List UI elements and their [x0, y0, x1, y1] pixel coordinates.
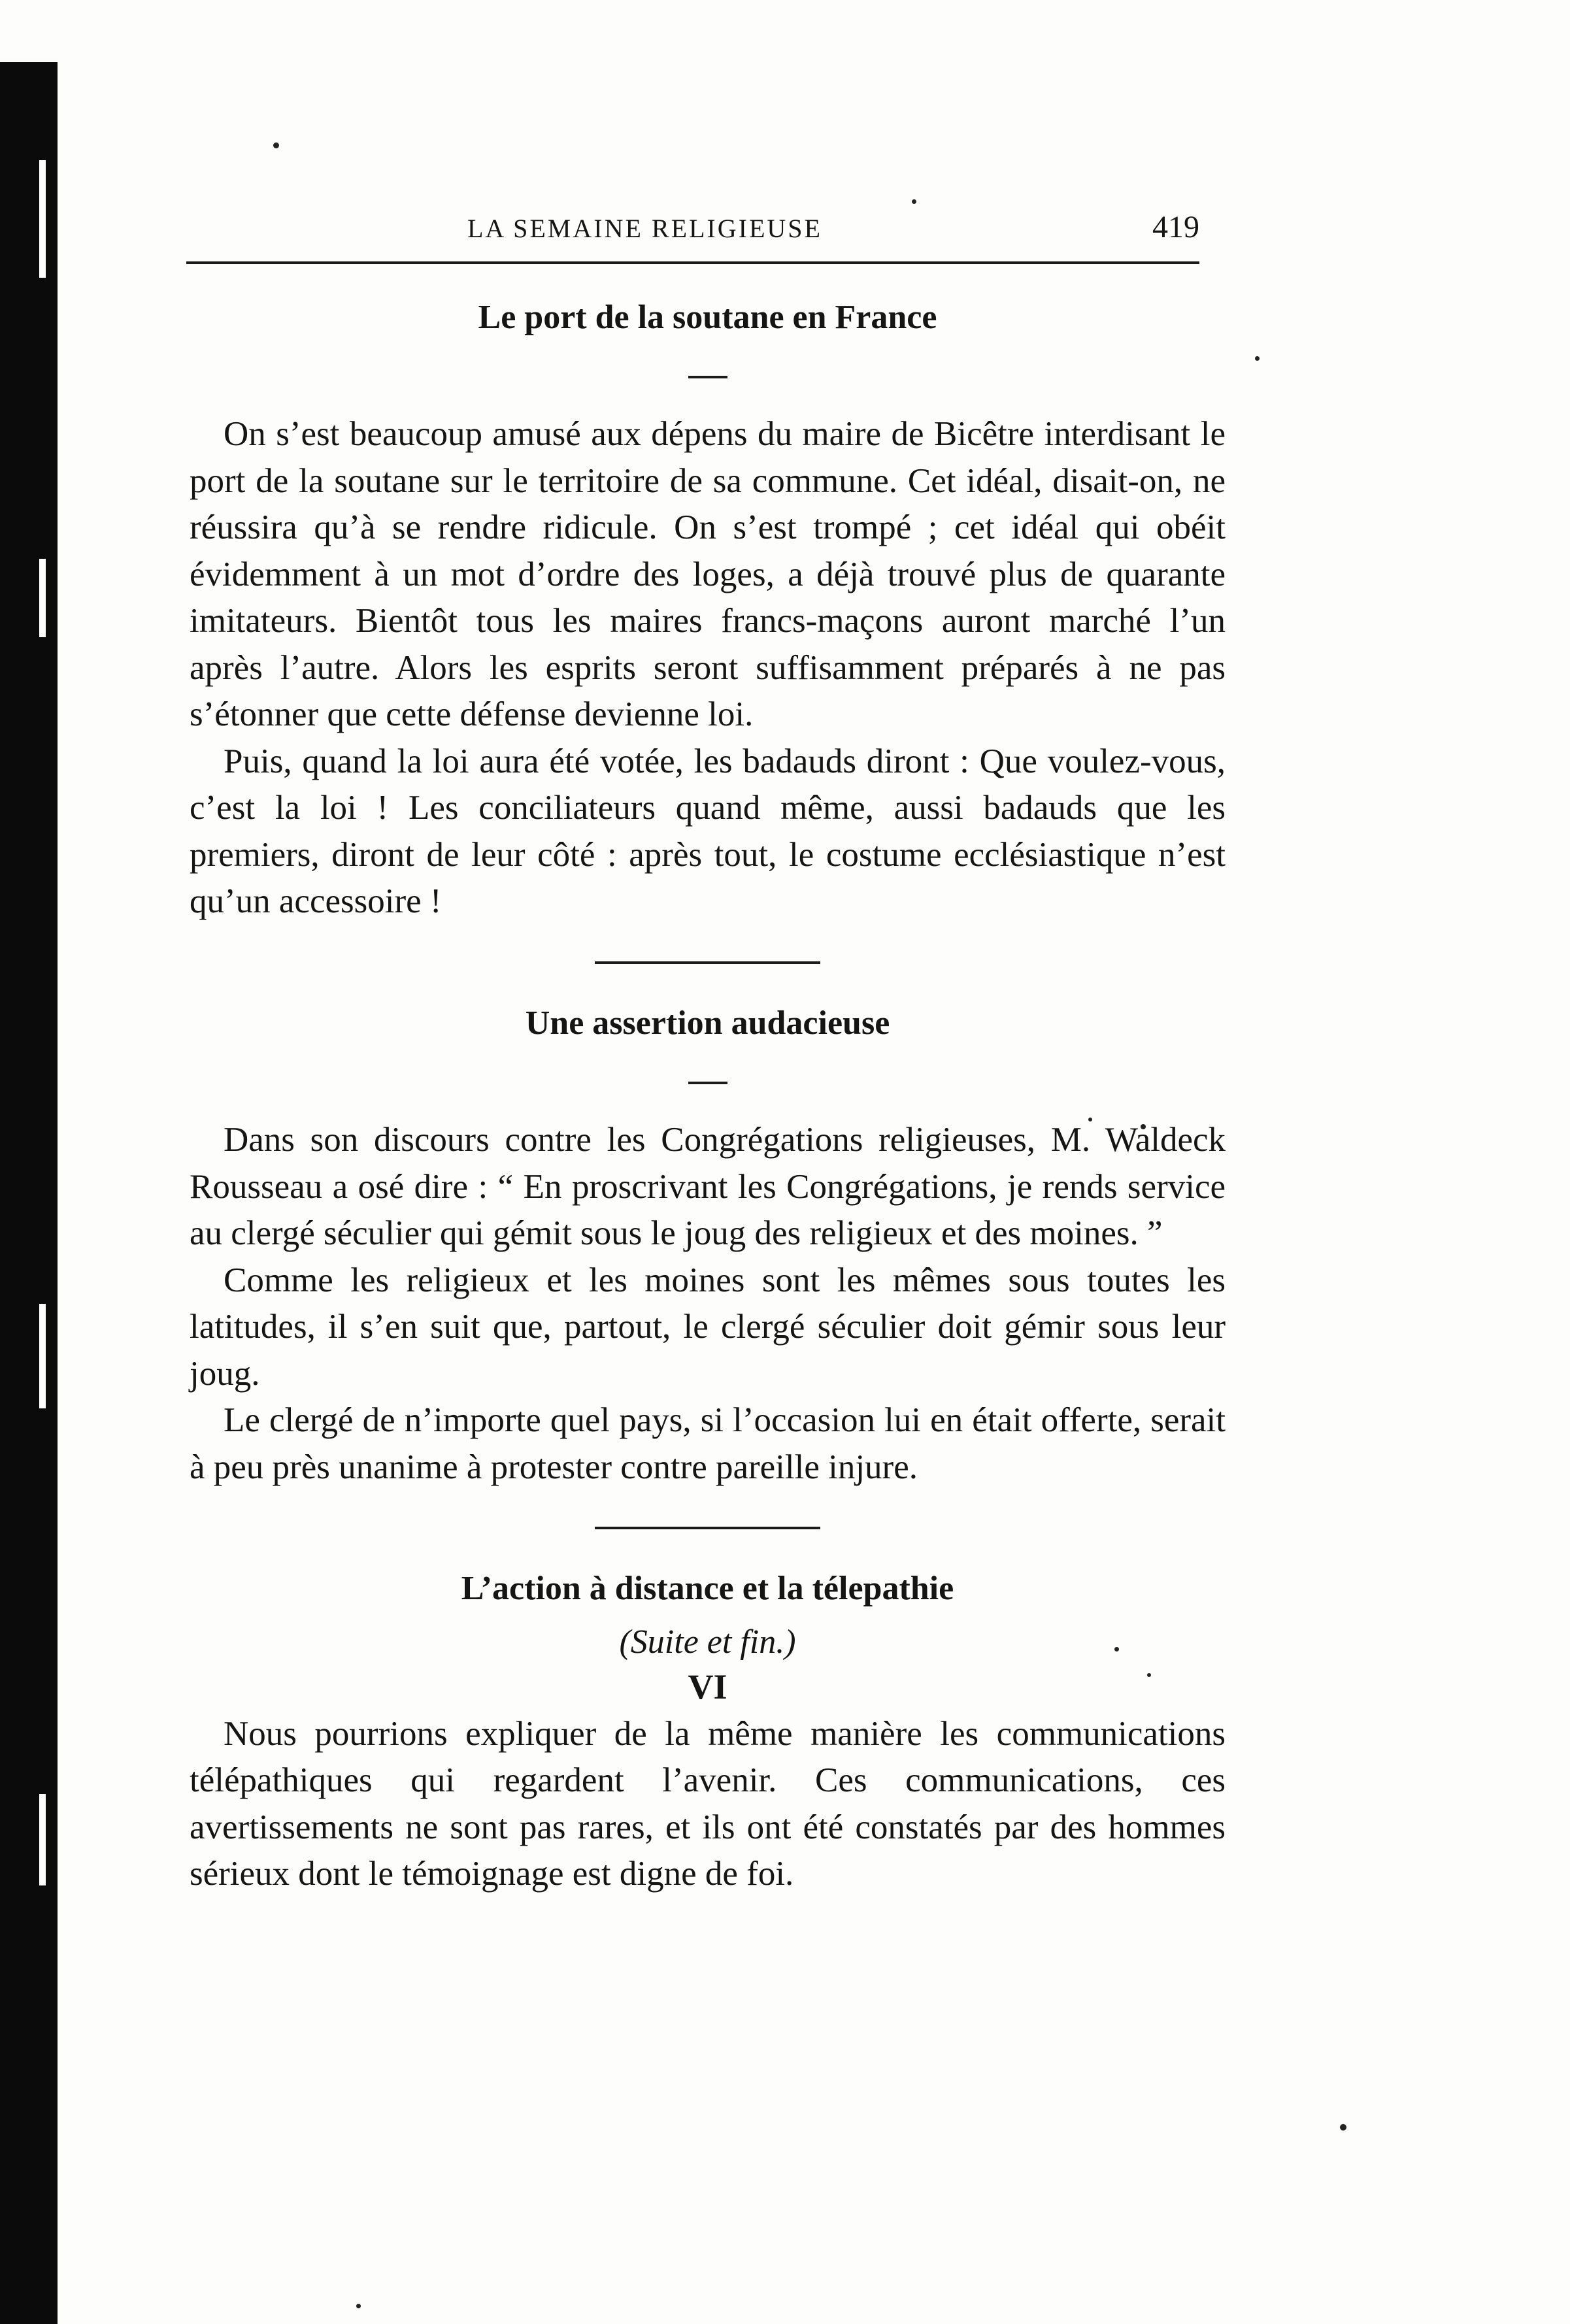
title-dash — [688, 1082, 727, 1084]
page-header — [186, 209, 1199, 248]
paragraph: Dans son discours contre les Congrégations religieuses, M. Waldeck Rousseau a osé dire : “ En proscrivant les Congrégations, je rends service au clergé séculier qui gémit sous le joug des religieux et des moines. ” — [190, 1121, 1226, 1253]
paragraph: Le clergé de n’importe quel pays, si l’occasion lui en était offerte, serait à peu près unanime à protester contre pareille injure. — [190, 1401, 1226, 1486]
section-title: L’action à distance et la télepathie — [461, 1570, 954, 1608]
paragraph: Puis, quand la loi aura été votée, les badauds diront : Que voulez-vous, c’est la loi ! Les conciliateurs quand même, aussi badauds que les premiers, diront de leur côté : après tout, le costume ecclésiastique n’est qu’un accessoire ! — [190, 742, 1226, 921]
scan-speck — [912, 199, 916, 204]
running-title: LA SEMAINE RELIGIEUSE — [467, 214, 822, 243]
part-number: VI — [688, 1667, 727, 1706]
page-number: 419 — [1152, 210, 1199, 244]
binding-edge — [0, 62, 58, 2324]
scan-speck — [1340, 2124, 1346, 2131]
header-rule — [186, 261, 1199, 264]
paragraph: Nous pourrions expliquer de la même manière les communications télépathiques qui regardent l’avenir. Ces communications, ces avertissements ne sont pas rares, et ils ont été constatés par des hommes sérieux dont le témoignage est digne de foi. — [190, 1714, 1226, 1893]
section-divider — [595, 961, 820, 964]
title-dash — [688, 376, 727, 378]
section-title: Le port de la soutane en France — [478, 299, 937, 336]
scan-speck — [356, 2304, 361, 2308]
page-body — [190, 297, 1226, 1898]
section-subtitle: (Suite et fin.) — [619, 1623, 796, 1661]
section-title: Une assertion audacieuse — [525, 1004, 890, 1042]
paragraph: On s’est beaucoup amusé aux dépens du maire de Bicêtre interdisant le port de la soutane sur le territoire de sa commune. Cet idéal, disait-on, ne réussira qu’à se rendre ridicule. On s’est trompé ; cet idéal qui obéit évidemment à un mot d’ordre des loges, a déjà trouvé plus de quarante imitateurs. Bientôt tous les maires francs-maçons auront marché l’un après l’autre. Alors les esprits seront suffisamment préparés à ne pas s’étonner que cette défense devienne loi. — [190, 415, 1226, 734]
paragraph: Comme les religieux et les moines sont les mêmes sous toutes les latitudes, il s’en suit que, partout, le clergé séculier doit gémir sous leur joug. — [190, 1261, 1226, 1393]
scan-speck — [273, 142, 279, 148]
section-divider — [595, 1527, 820, 1529]
scan-speck — [1255, 356, 1260, 361]
